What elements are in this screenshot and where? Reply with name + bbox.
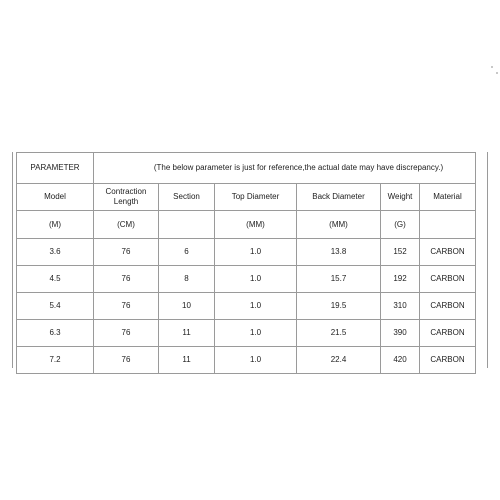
cell-top-diameter: 1.0 <box>215 320 297 347</box>
table-row <box>17 320 476 347</box>
parameter-label: PARAMETER <box>17 153 94 184</box>
header-row <box>17 153 476 184</box>
cell-section: 8 <box>159 266 215 293</box>
cell-model: 3.6 <box>17 239 94 266</box>
cell-contraction-length: 76 <box>94 239 159 266</box>
col-back-diameter: Back Diameter <box>297 184 381 211</box>
unit-material <box>420 211 476 239</box>
table-row <box>17 347 476 374</box>
table-row <box>17 293 476 320</box>
cell-section: 11 <box>159 320 215 347</box>
disclaimer-note: (The below parameter is just for reference,the actual date may have discrepancy.) <box>94 153 476 184</box>
cell-material: CARBON <box>420 239 476 266</box>
column-header-row <box>17 184 476 211</box>
cell-section: 11 <box>159 347 215 374</box>
cell-contraction-length: 76 <box>94 347 159 374</box>
units-row <box>17 211 476 239</box>
col-top-diameter: Top Diameter <box>215 184 297 211</box>
cell-back-diameter: 21.5 <box>297 320 381 347</box>
cell-top-diameter: 1.0 <box>215 293 297 320</box>
cell-weight: 420 <box>381 347 420 374</box>
cell-weight: 192 <box>381 266 420 293</box>
decorative-dot <box>496 72 498 74</box>
cell-model: 5.4 <box>17 293 94 320</box>
cell-material: CARBON <box>420 347 476 374</box>
cell-contraction-length: 76 <box>94 266 159 293</box>
unit-model: (M) <box>17 211 94 239</box>
cell-material: CARBON <box>420 293 476 320</box>
cell-back-diameter: 15.7 <box>297 266 381 293</box>
col-material: Material <box>420 184 476 211</box>
cell-top-diameter: 1.0 <box>215 347 297 374</box>
cell-model: 7.2 <box>17 347 94 374</box>
decorative-dot <box>491 66 493 68</box>
cell-model: 6.3 <box>17 320 94 347</box>
table-row <box>17 266 476 293</box>
unit-weight: (G) <box>381 211 420 239</box>
cell-weight: 390 <box>381 320 420 347</box>
unit-top-diameter: (MM) <box>215 211 297 239</box>
cell-contraction-length: 76 <box>94 320 159 347</box>
left-rule <box>12 152 13 368</box>
unit-back-diameter: (MM) <box>297 211 381 239</box>
unit-section <box>159 211 215 239</box>
col-weight: Weight <box>381 184 420 211</box>
col-model: Model <box>17 184 94 211</box>
cell-top-diameter: 1.0 <box>215 239 297 266</box>
cell-weight: 152 <box>381 239 420 266</box>
col-contraction-length: Contraction Length <box>94 184 159 211</box>
cell-top-diameter: 1.0 <box>215 266 297 293</box>
spec-table <box>16 152 476 374</box>
cell-contraction-length: 76 <box>94 293 159 320</box>
cell-model: 4.5 <box>17 266 94 293</box>
cell-weight: 310 <box>381 293 420 320</box>
col-section: Section <box>159 184 215 211</box>
table-row <box>17 239 476 266</box>
right-rule <box>487 152 488 368</box>
cell-material: CARBON <box>420 320 476 347</box>
cell-back-diameter: 13.8 <box>297 239 381 266</box>
cell-back-diameter: 19.5 <box>297 293 381 320</box>
cell-back-diameter: 22.4 <box>297 347 381 374</box>
unit-contraction-length: (CM) <box>94 211 159 239</box>
cell-material: CARBON <box>420 266 476 293</box>
cell-section: 6 <box>159 239 215 266</box>
cell-section: 10 <box>159 293 215 320</box>
